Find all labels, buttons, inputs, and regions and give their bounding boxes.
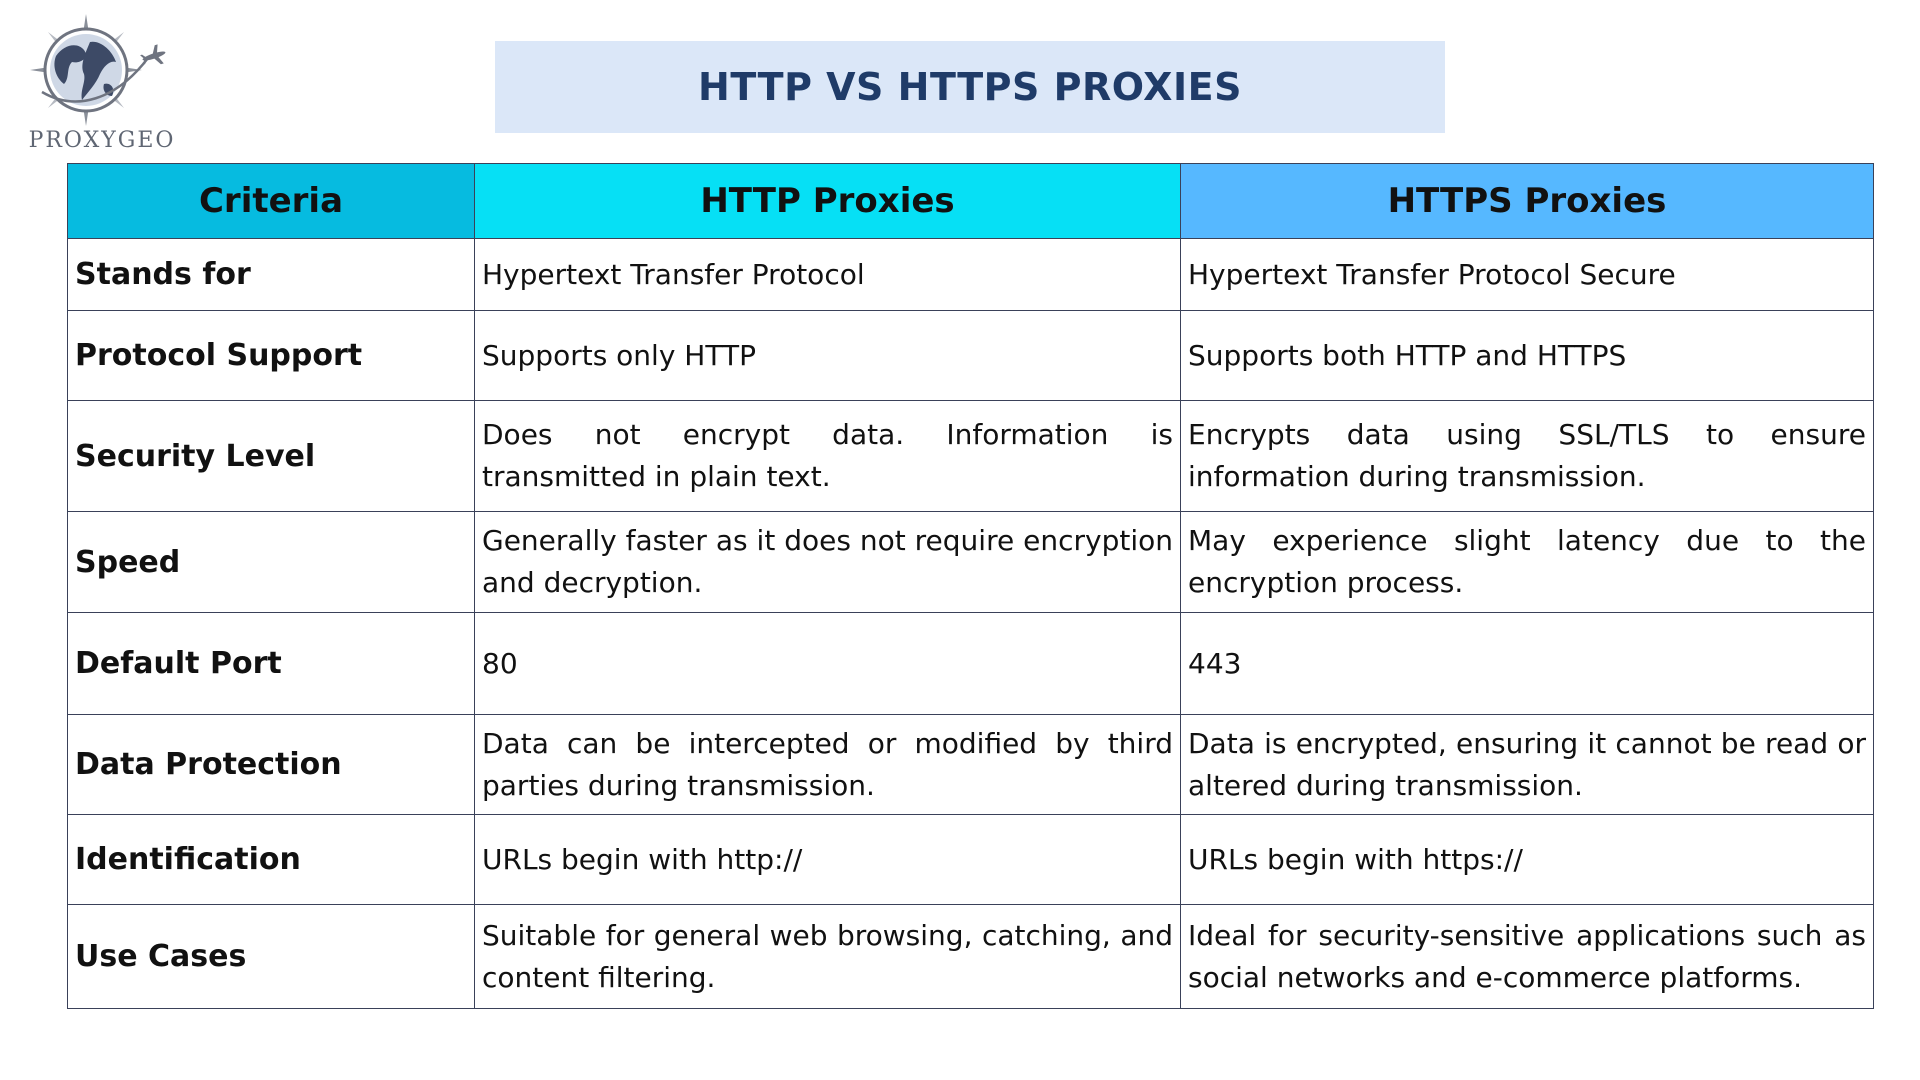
http-cell: Supports only HTTP (475, 311, 1181, 401)
criteria-cell: Security Level (68, 401, 475, 512)
criteria-cell: Speed (68, 512, 475, 613)
http-cell: URLs begin with http:// (475, 815, 1181, 905)
criteria-cell: Default Port (68, 613, 475, 715)
table-row (68, 815, 1874, 905)
http-cell: 80 (475, 613, 1181, 715)
brand-logo (22, 12, 182, 160)
globe-compass-airplane-icon (28, 12, 178, 128)
https-cell: Encrypts data using SSL/TLS to ensure information during transmission. (1181, 401, 1874, 512)
table-row (68, 905, 1874, 1009)
https-cell: May experience slight latency due to the encryption process. (1181, 512, 1874, 613)
table-row (68, 401, 1874, 512)
criteria-cell: Identification (68, 815, 475, 905)
criteria-cell: Data Protection (68, 715, 475, 815)
criteria-cell: Protocol Support (68, 311, 475, 401)
title-banner (495, 41, 1445, 133)
table-row (68, 239, 1874, 311)
https-cell: Data is encrypted, ensuring it cannot be read or altered during transmission. (1181, 715, 1874, 815)
https-cell: 443 (1181, 613, 1874, 715)
criteria-cell: Stands for (68, 239, 475, 311)
page-title: HTTP VS HTTPS PROXIES (698, 65, 1242, 109)
header-https-proxies: HTTPS Proxies (1181, 164, 1874, 239)
https-cell: URLs begin with https:// (1181, 815, 1874, 905)
https-cell: Hypertext Transfer Protocol Secure (1181, 239, 1874, 311)
table-header-row (68, 164, 1874, 239)
header-http-proxies: HTTP Proxies (475, 164, 1181, 239)
https-cell: Supports both HTTP and HTTPS (1181, 311, 1874, 401)
table-row (68, 613, 1874, 715)
http-cell: Data can be intercepted or modified by third parties during transmission. (475, 715, 1181, 815)
table-row (68, 311, 1874, 401)
table-row (68, 512, 1874, 613)
table-row (68, 715, 1874, 815)
https-cell: Ideal for security-sensitive applications such as social networks and e-commerce platforms. (1181, 905, 1874, 1009)
http-cell: Suitable for general web browsing, catching, and content filtering. (475, 905, 1181, 1009)
criteria-cell: Use Cases (68, 905, 475, 1009)
brand-name: PROXYGEO (28, 128, 176, 153)
http-cell: Hypertext Transfer Protocol (475, 239, 1181, 311)
comparison-table (67, 163, 1874, 1009)
http-cell: Does not encrypt data. Information is transmitted in plain text. (475, 401, 1181, 512)
header-criteria: Criteria (68, 164, 475, 239)
http-cell: Generally faster as it does not require encryption and decryption. (475, 512, 1181, 613)
